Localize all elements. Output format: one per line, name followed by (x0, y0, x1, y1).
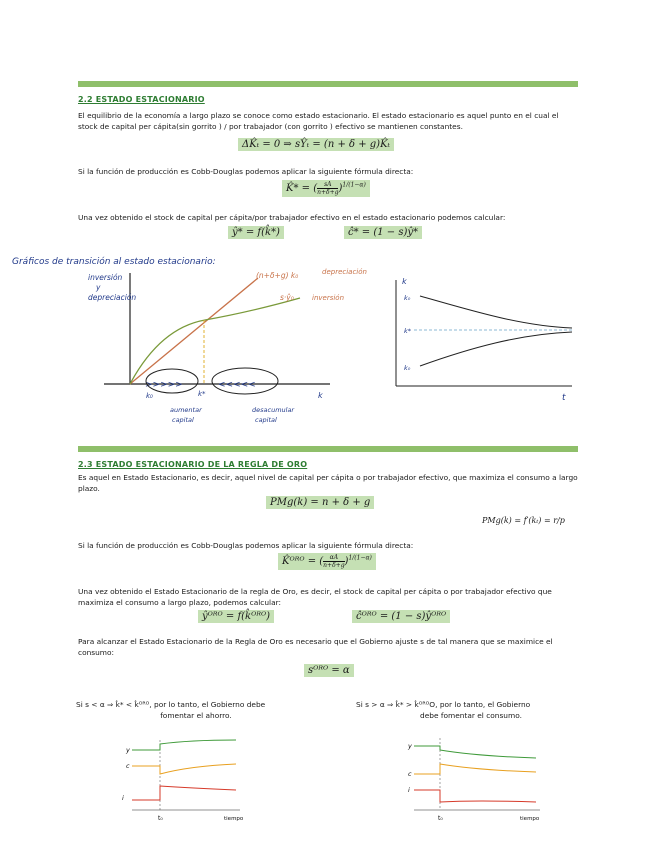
convergence-from-below (420, 332, 572, 366)
eq-kstar-fraction (317, 181, 338, 196)
depreciation-line-label: (n+δ+g) k₀ (256, 271, 299, 280)
mini-left-c: c (126, 762, 130, 770)
investment-curve-label: s·ŷ₀ (280, 293, 294, 302)
eq-kstar-right: ) (338, 183, 343, 194)
transition-graphs (0, 248, 655, 430)
k-high-label: k₀ (404, 294, 411, 302)
mini-right-i: i (408, 786, 410, 794)
arrows-right: >>>>> (145, 380, 183, 390)
eq-kstar-num: sA (317, 181, 338, 189)
k-low-label: k₀ (404, 364, 411, 372)
mini-graph-right (396, 728, 546, 828)
kstar-right-label: k* (404, 327, 412, 335)
eq-koro-exp: 1/(1−α) (348, 554, 372, 562)
convergence-from-above (420, 296, 572, 328)
section-divider-top (78, 81, 578, 87)
paragraph-cobb-douglas: Si la función de producción es Cobb-Douglas podemos aplicar la siguiente fórmula directa: (78, 167, 414, 176)
paragraph-calcular: Una vez obtenido el stock de capital per cápita/por trabajador efectivo en el estado estacionario podemos calcular: (78, 213, 506, 222)
equation-coro: ĉᴼᴿᴼ = (1 − s)ŷᴼᴿᴼ (352, 610, 450, 623)
section-title-regla-de-oro: 2.3 ESTADO ESTACIONARIO DE LA REGLA DE ORO (78, 460, 308, 469)
equation-pmg-definition: PMg(k) = f′(kₜ) = r/p (482, 516, 565, 525)
arrows-left: <<<<< (218, 380, 256, 390)
section-divider-golden-rule (78, 446, 578, 452)
annot-capital-left: capital (172, 416, 194, 424)
convergence-diagram (396, 277, 572, 403)
paragraph-equilibrio: El equilibrio de la economía a largo plazo se conoce como estado estacionario. El estado estacionario es aquel punto en el cual el stock de capital per cápita(sin gorrito ) / por trabajador (con gorrito ) efectivo se mantienen constantes. (78, 111, 559, 131)
case-right-line1: Si s > α ⇒ k̂* > k̂ᴼᴿᴼO, por lo tanto, el Gobierno (356, 700, 531, 709)
eq-kstar-den: n+δ+g (317, 189, 339, 196)
mini-right-c-line (414, 764, 536, 774)
t-axis-label: t (562, 393, 566, 403)
equation-koro (278, 553, 376, 570)
k-axis-right-label: k (402, 277, 407, 286)
mini-left-y-line (132, 740, 236, 750)
mini-left-time: tiempo (224, 816, 244, 822)
investment-curve (130, 298, 300, 384)
eq-kstar-left: K̂* = ( (286, 183, 318, 194)
paragraph-alcanzar-oro: Para alcanzar el Estado Estacionario de la Regla de Oro es necesario que el Gobierno ajuste s de tal manera que se maximice el consumo: (78, 637, 553, 657)
case-right-line2: debe fomentar el consumo. (420, 711, 522, 720)
kstar-label: k* (198, 390, 206, 398)
eq-kstar-exp: 1/(1−α) (342, 181, 366, 189)
annot-aumentar: aumentar (170, 406, 202, 414)
mini-left-y: y (126, 746, 130, 754)
mini-left-i-line (132, 786, 236, 800)
case-left-line1: Si s < α ⇒ k̂* < k̂ᴼᴿᴼ, por lo tanto, el Gobierno debe (76, 700, 266, 709)
y-label-depreciacion: depreciación (88, 293, 137, 302)
equation-cstar: ĉ* = (1 − s)ŷ* (344, 226, 422, 239)
mini-right-time: tiempo (520, 816, 540, 822)
case-left-line2: fomentar el ahorro. (160, 711, 232, 720)
mini-left-t0: t₀ (158, 815, 163, 822)
equation-kstar (282, 180, 370, 197)
mini-left-c-line (132, 764, 236, 774)
eq-koro-fraction (323, 554, 344, 569)
graph-caption: Gráficos de transición al estado estacionario: (12, 257, 216, 267)
eq-koro-left: K̂ᴼᴿᴼ = ( (282, 556, 324, 567)
paragraph-calcular-oro: Una vez obtenido el Estado Estacionario de la regla de Oro, es decir, el stock de capital per cápita o por trabajador efectivo que maximiza el consumo a largo plazo, podemos calcular: (78, 587, 552, 607)
equation-pmg: PMg(k) = n + δ + g (266, 496, 374, 509)
y-label-y: y (96, 283, 101, 292)
solow-diagram (88, 268, 367, 424)
investment-curve-name: inversión (312, 294, 345, 302)
mini-right-c: c (408, 770, 412, 778)
eq-koro-num: αA (323, 554, 344, 562)
section-title-estado-estacionario: 2.2 ESTADO ESTACIONARIO (78, 95, 205, 104)
paragraph-regla-oro-def: Es aquel en Estado Estacionario, es decir, aquel nivel de capital per cápita o por trabajador efectivo, que maximiza el consumo a largo plazo. (78, 473, 578, 493)
mini-graph-left (110, 728, 250, 828)
paragraph-cobb-douglas-oro: Si la función de producción es Cobb-Douglas podemos aplicar la siguiente fórmula directa: (78, 541, 414, 550)
depreciation-line-name: depreciación (322, 268, 367, 276)
y-label-inversion: inversión (88, 273, 123, 282)
k0-label: k₀ (146, 392, 153, 400)
equation-steady-state: ΔK̂ₜ = 0 ⇒ sŶₜ = (n + δ + g)K̂ₜ (238, 138, 394, 151)
mini-right-y-line (414, 746, 536, 758)
eq-koro-den: n+δ+g (323, 562, 345, 569)
k-axis-label: k (318, 391, 323, 400)
annot-capital-right: capital (255, 416, 277, 424)
equation-soro: sᴼᴿᴼ = α (304, 664, 354, 677)
equation-ystar: ŷ* = f(k̂*) (228, 226, 284, 239)
mini-right-t0: t₀ (438, 815, 443, 822)
equation-yoro: ŷᴼᴿᴼ = f(k̂ᴼᴿᴼ) (198, 610, 274, 623)
mini-right-i-line (414, 790, 536, 802)
mini-right-y: y (408, 742, 412, 750)
annot-desacumular: desacumular (252, 406, 295, 414)
eq-koro-right: ) (344, 556, 349, 567)
mini-left-i: i (122, 794, 124, 802)
